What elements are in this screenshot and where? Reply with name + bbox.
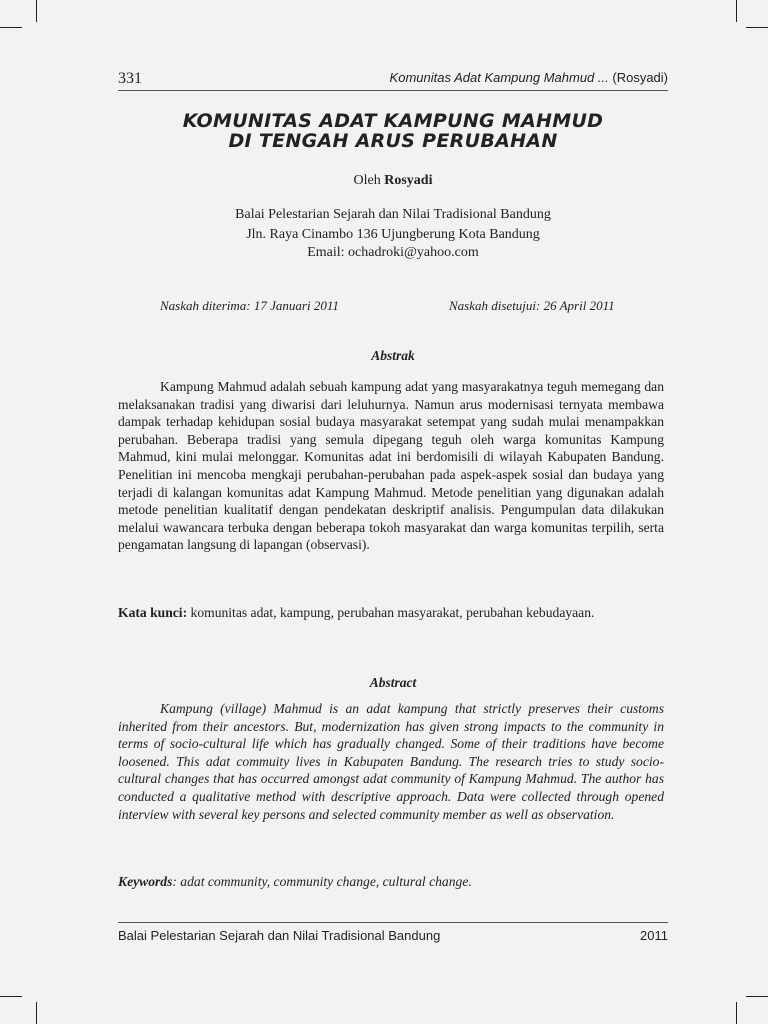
paper-title-line-1: KOMUNITAS ADAT KAMPUNG MAHMUD (182, 110, 604, 132)
paper-title-line-2: DI TENGAH ARUS PERUBAHAN (228, 130, 558, 152)
footer-institution: Balai Pelestarian Sejarah dan Nilai Tradisional Bandung (118, 928, 441, 943)
page-footer (118, 928, 668, 944)
crop-mark (0, 996, 22, 997)
running-author: (Rosyadi) (612, 70, 668, 85)
crop-mark (0, 27, 22, 28)
date-approved: Naskah disetujui: 26 April 2011 (449, 298, 615, 313)
affiliation-institution: Balai Pelestarian Sejarah dan Nilai Tradisional Bandung (235, 207, 551, 222)
date-received: Naskah diterima: 17 Januari 2011 (160, 298, 339, 313)
crop-mark (736, 0, 737, 22)
footer-rule (118, 922, 668, 923)
affiliation-email: Email: ochadroki@yahoo.com (307, 245, 479, 260)
crop-mark (746, 996, 768, 997)
affiliation-address: Jln. Raya Cinambo 136 Ujungberung Kota Bandung (246, 227, 540, 242)
running-title: Komunitas Adat Kampung Mahmud ... (Rosyadi) (389, 70, 668, 85)
crop-mark (36, 0, 37, 22)
abstrak-keywords-label: Kata kunci: (118, 605, 188, 620)
abstract-keywords-label: Keywords (118, 874, 173, 889)
abstract-heading: Abstract (369, 675, 417, 690)
header-rule (118, 90, 668, 91)
abstrak-heading: Abstrak (371, 348, 415, 363)
crop-mark (36, 1002, 37, 1024)
page-number: 331 (118, 70, 142, 87)
abstrak-body: Kampung Mahmud adalah sebuah kampung adat yang masyarakatnya teguh memegang dan melaksanakan tradisi yang diwarisi dari leluhurnya. Namun arus modernisasi ternyata membawa dampak terhadap kehidupan sosial budaya masyarakat setempat yang sudah mulai menampakkan perubahan. Beberapa tradisi yang semula dipegang teguh oleh warga komunitas Kampung Mahmud, kini mulai melonggar. Komunitas adat ini berdomisili di wilayah Kabupaten Bandung. Penelitian ini mencoba mengkaji perubahan-perubahan pada aspek-aspek sosial dan budaya yang terjadi di kalangan komunitas adat Kampung Mahmud. Metode penelitian yang digunakan adalah metode penelitian kualitatif dengan pendekatan deskriptif analisis. Pengumpulan data dilakukan melalui wawancara terbuka dengan beberapa tokoh masyarakat dan warga komunitas terpilih, serta pengamatan langsung di lapangan (observasi). (118, 379, 664, 553)
author-name: Rosyadi (384, 173, 433, 188)
author-line: Oleh Rosyadi (353, 173, 433, 188)
crop-mark (746, 27, 768, 28)
crop-mark (736, 1002, 737, 1024)
footer-year: 2011 (640, 928, 668, 943)
running-header (118, 70, 668, 86)
abstract-body: Kampung (village) Mahmud is an adat kampung that strictly preserves their customs inherited from their ancestors. But, modernization has given strong impacts to the community in terms of socio-cultural life which has gradually changed. Some of their traditions have become loosened. This adat commuity lives in Kabupaten Bandung. The research tries to study socio-cultural changes that has occurred amongst adat community of Kampung Mahmud. The author has conducted a qualitative method with descriptive approach. Data were collected through opened interview with several key persons and selected community member as well as observation. (118, 701, 664, 822)
abstrak-keywords: Kata kunci: komunitas adat, kampung, perubahan masyarakat, perubahan kebudayaan. (118, 605, 595, 620)
abstract-keywords: Keywords: adat community, community change, cultural change. (118, 874, 472, 889)
